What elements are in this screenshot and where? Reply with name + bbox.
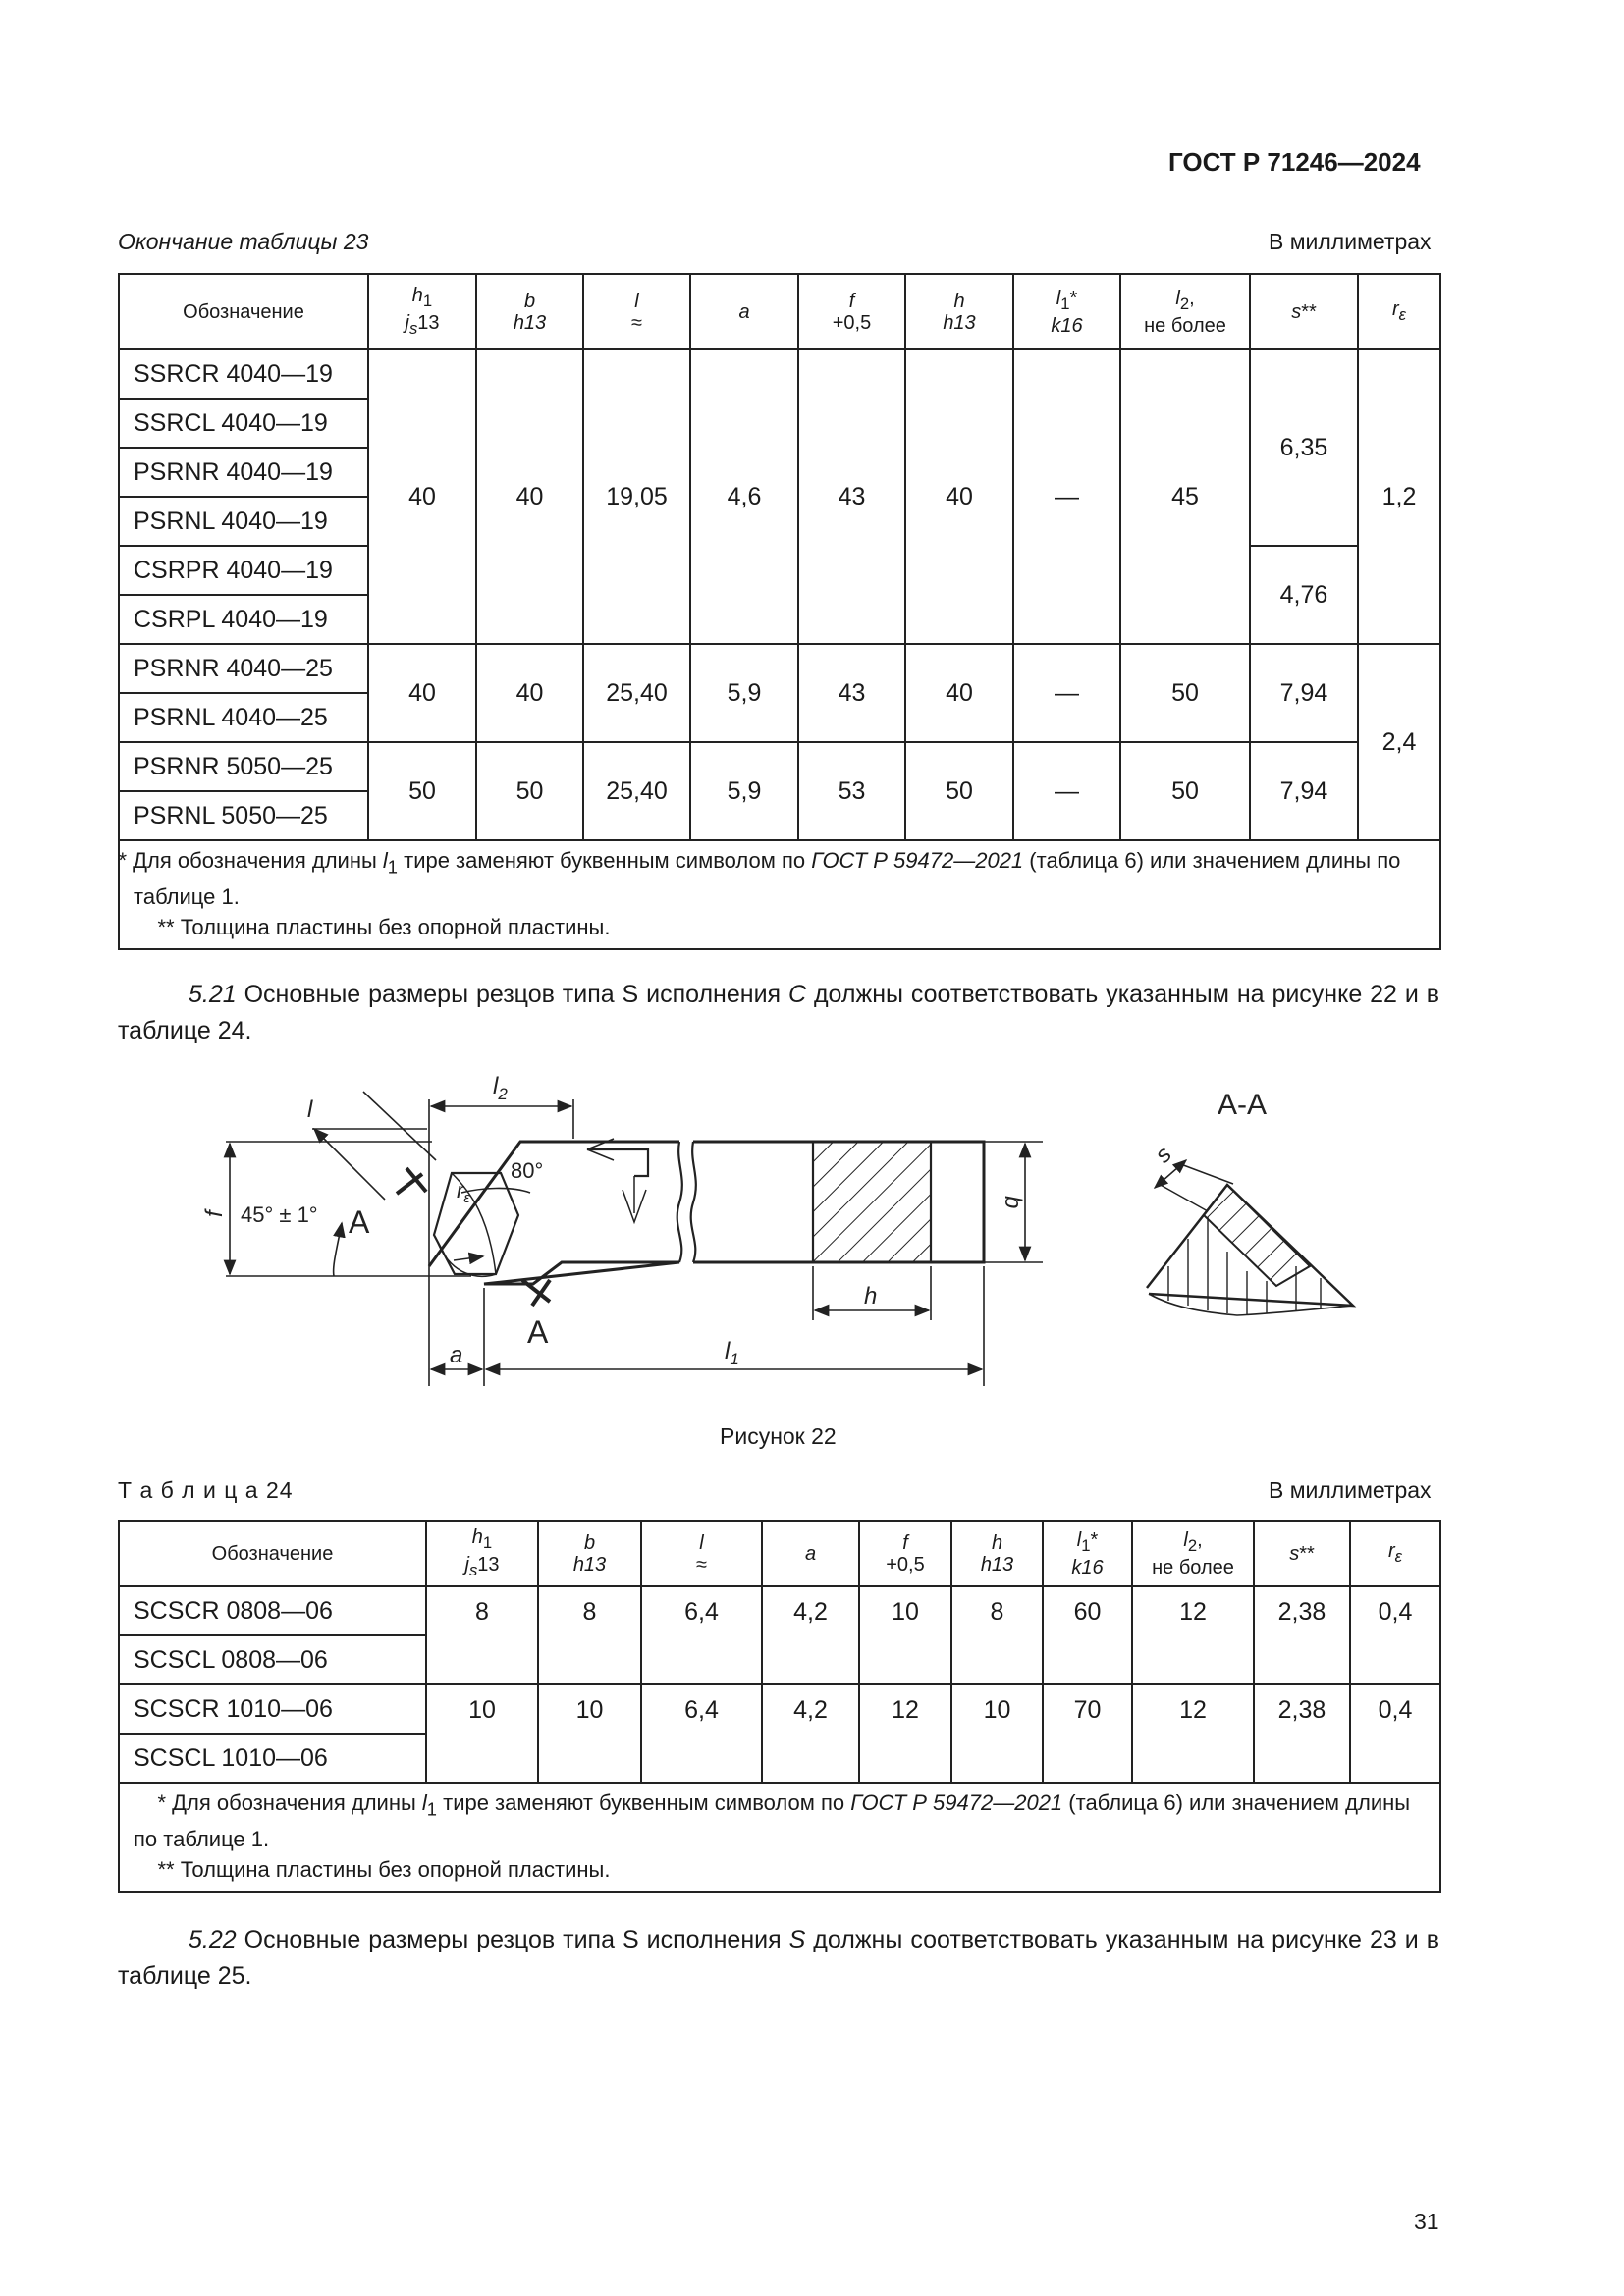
col-b: b h13 <box>476 274 583 349</box>
value-cell: 43 <box>798 349 905 644</box>
col-h1: $h_1$ $j_s13$ <box>426 1521 538 1586</box>
cut-mark-lower: A <box>527 1314 549 1350</box>
value-cell: 6,35 <box>1250 349 1358 546</box>
dim-l: l <box>307 1096 313 1123</box>
footnote-2: ** Толщина пластины без опорной пластины. <box>157 1857 611 1883</box>
page-number: 31 <box>1414 2209 1439 2234</box>
value-cell: 25,40 <box>583 644 690 742</box>
col-l2: $l_2$, не более <box>1120 274 1250 349</box>
col-s: s** <box>1254 1521 1350 1586</box>
designation-cell: SSRCL 4040—19 <box>119 399 368 448</box>
value-cell: 8 <box>951 1586 1043 1684</box>
value-cell: 10 <box>538 1684 641 1783</box>
col-b: b h13 <box>538 1521 641 1586</box>
designation-cell: CSRPL 4040—19 <box>119 595 368 644</box>
value-cell: 12 <box>1132 1586 1254 1684</box>
standard-number: ГОСТ Р 71246—2024 <box>1168 147 1421 177</box>
designation-cell: PSRNR 5050—25 <box>119 742 368 791</box>
value-cell: 7,94 <box>1250 742 1358 840</box>
dim-l2: $l_2$ <box>493 1073 508 1103</box>
table-row <box>119 1586 1440 1635</box>
designation-cell: CSRPR 4040—19 <box>119 546 368 595</box>
value-cell: 0,4 <box>1350 1586 1440 1684</box>
value-cell: 50 <box>1120 644 1250 742</box>
designation-cell: SCSCL 0808—06 <box>119 1635 426 1684</box>
dim-r: $r_\varepsilon$ <box>457 1178 470 1206</box>
value-cell: 50 <box>1120 742 1250 840</box>
value-cell: 40 <box>905 644 1013 742</box>
value-cell: 5,9 <box>690 742 798 840</box>
col-l: l ≈ <box>641 1521 762 1586</box>
table-row <box>119 1684 1440 1734</box>
col-l1: $l_1*$ k16 <box>1013 274 1120 349</box>
table23 <box>118 273 1441 950</box>
value-cell: 12 <box>1132 1684 1254 1783</box>
col-designation: Обозначение <box>119 1521 426 1586</box>
value-cell: 53 <box>798 742 905 840</box>
value-cell: 60 <box>1043 1586 1132 1684</box>
dim-a: a <box>450 1342 463 1368</box>
table23-footnote-row <box>119 840 1440 949</box>
col-l1: $l_1*$ k16 <box>1043 1521 1132 1586</box>
col-r: $r_\varepsilon$ <box>1350 1521 1440 1586</box>
value-cell: 6,4 <box>641 1684 762 1783</box>
value-cell: 40 <box>368 644 476 742</box>
value-cell: 2,4 <box>1358 644 1440 840</box>
value-cell: 6,4 <box>641 1586 762 1684</box>
table24-caption: Т а б л и ц а 24 <box>118 1477 294 1503</box>
col-h: h h13 <box>951 1521 1043 1586</box>
value-cell: — <box>1013 742 1120 840</box>
tip-angle-label: 80° <box>511 1158 544 1183</box>
designation-cell: PSRNR 4040—25 <box>119 644 368 693</box>
value-cell: 50 <box>905 742 1013 840</box>
table-row <box>119 742 1440 791</box>
dim-b: b <box>1000 1196 1026 1209</box>
value-cell: — <box>1013 349 1120 644</box>
value-cell: 10 <box>426 1684 538 1783</box>
value-cell: 40 <box>476 349 583 644</box>
table23-header-row <box>119 274 1440 349</box>
designation-cell: SCSCR 1010—06 <box>119 1684 426 1734</box>
col-h: h h13 <box>905 274 1013 349</box>
figure-22-caption: Рисунок 22 <box>720 1423 837 1449</box>
value-cell: 2,38 <box>1254 1684 1350 1783</box>
value-cell: 7,94 <box>1250 644 1358 742</box>
table-row <box>119 349 1440 399</box>
cut-mark-upper: A <box>349 1204 370 1240</box>
value-cell: 4,6 <box>690 349 798 644</box>
table-row <box>119 644 1440 693</box>
col-a: a <box>690 274 798 349</box>
col-r: $r_\varepsilon$ <box>1358 274 1440 349</box>
value-cell: 40 <box>905 349 1013 644</box>
value-cell: 10 <box>859 1586 951 1684</box>
designation-cell: PSRNL 4040—19 <box>119 497 368 546</box>
footnote-2: ** Толщина пластины без опорной пластины. <box>157 915 611 940</box>
col-l2: $l_2$, не более <box>1132 1521 1254 1586</box>
value-cell: 40 <box>368 349 476 644</box>
table24-footnotes <box>119 1783 1440 1892</box>
dim-f: f <box>201 1210 228 1217</box>
value-cell: 8 <box>426 1586 538 1684</box>
paragraph-5-22: 5.22 Основные размеры резцов типа S исполнения S должны соответствовать указанным на рисунке 23 и в таблице 25. <box>118 1926 1439 1990</box>
designation-cell: PSRNR 4040—19 <box>119 448 368 497</box>
col-l: l ≈ <box>583 274 690 349</box>
table24-header-row <box>119 1521 1440 1586</box>
value-cell: 4,2 <box>762 1586 859 1684</box>
designation-cell: PSRNL 5050—25 <box>119 791 368 840</box>
section-label: A-A <box>1218 1089 1268 1121</box>
angle-label: 45° ± 1° <box>241 1202 318 1227</box>
value-cell: — <box>1013 644 1120 742</box>
value-cell: 1,2 <box>1358 349 1440 644</box>
paragraph-5-21: 5.21 Основные размеры резцов типа S исполнения C должны соответствовать указанным на рисунке 22 и в таблице 24. <box>118 981 1439 1044</box>
section-a-a <box>1147 1160 1353 1315</box>
table24-footnote-row <box>119 1783 1440 1892</box>
designation-cell: PSRNL 4040—25 <box>119 693 368 742</box>
col-f: f +0,5 <box>859 1521 951 1586</box>
value-cell: 12 <box>859 1684 951 1783</box>
designation-cell: SSRCR 4040—19 <box>119 349 368 399</box>
value-cell: 50 <box>476 742 583 840</box>
value-cell: 8 <box>538 1586 641 1684</box>
value-cell: 50 <box>368 742 476 840</box>
value-cell: 5,9 <box>690 644 798 742</box>
col-s: s** <box>1250 274 1358 349</box>
footnote-1: * Для обозначения длины $l_1$ тире заменяют буквенным символом по ГОСТ Р 59472—2021 (таблица 6) или значением длины по таблице 1. <box>118 848 1401 910</box>
table24-units: В миллиметрах <box>1269 1477 1432 1503</box>
col-h1: $h_1$ $j_s13$ <box>368 274 476 349</box>
table23-footnotes <box>119 840 1440 949</box>
value-cell: 40 <box>476 644 583 742</box>
table23-units: В миллиметрах <box>1269 229 1432 254</box>
value-cell: 43 <box>798 644 905 742</box>
value-cell: 45 <box>1120 349 1250 644</box>
table23-caption: Окончание таблицы 23 <box>118 229 369 254</box>
dim-l1: $l_1$ <box>725 1338 739 1368</box>
figure-22-drawing <box>0 1070 1624 1404</box>
value-cell: 4,76 <box>1250 546 1358 644</box>
value-cell: 2,38 <box>1254 1586 1350 1684</box>
col-a: a <box>762 1521 859 1586</box>
dim-s: s <box>1150 1141 1177 1169</box>
section-marks <box>397 1168 550 1306</box>
table24 <box>118 1520 1441 1893</box>
col-designation: Обозначение <box>119 274 368 349</box>
value-cell: 70 <box>1043 1684 1132 1783</box>
value-cell: 10 <box>951 1684 1043 1783</box>
col-f: f +0,5 <box>798 274 905 349</box>
designation-cell: SCSCL 1010—06 <box>119 1734 426 1783</box>
value-cell: 0,4 <box>1350 1684 1440 1783</box>
value-cell: 25,40 <box>583 742 690 840</box>
footnote-1: * Для обозначения длины $l_1$ тире заменяют буквенным символом по ГОСТ Р 59472—2021 (таблица 6) или значением длины по таблице 1. <box>134 1790 1411 1852</box>
value-cell: 4,2 <box>762 1684 859 1783</box>
dim-h: h <box>864 1283 878 1309</box>
designation-cell: SCSCR 0808—06 <box>119 1586 426 1635</box>
value-cell: 19,05 <box>583 349 690 644</box>
